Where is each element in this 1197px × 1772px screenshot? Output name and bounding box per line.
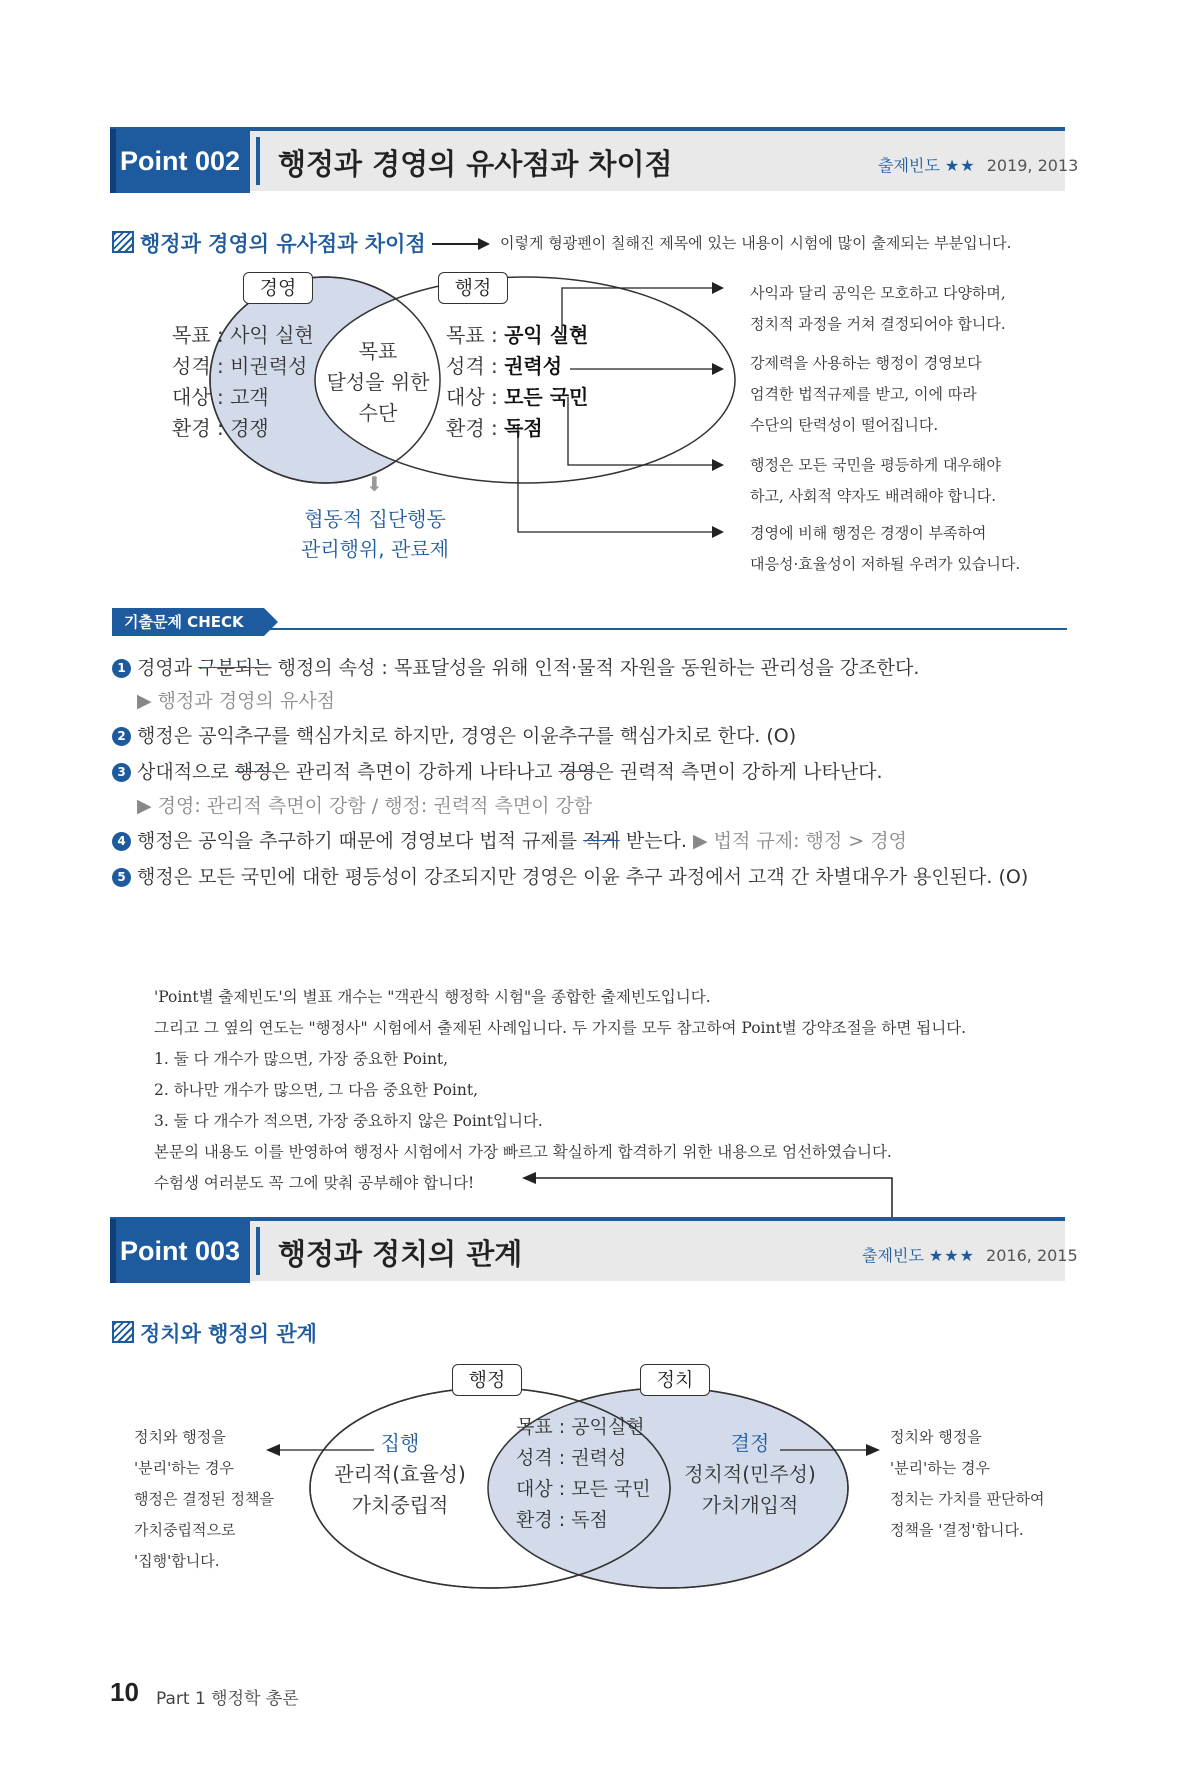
item-text: 은 관리적 측면이 강하게 나타나고 (271, 761, 559, 783)
item-number: 5 (112, 868, 131, 887)
business-line: 대상 : 고객 (172, 385, 269, 409)
right-note (890, 1422, 1044, 1546)
note-line: 행정은 결정된 정책을 (134, 1490, 274, 1508)
result-line: 협동적 집단행동 (304, 507, 446, 531)
venn-label-administration: 행정 (438, 272, 508, 304)
politics-side (680, 1428, 820, 1521)
venn-label-administration: 행정 (452, 1364, 522, 1396)
note-line: 정치적 과정을 거쳐 결정되어야 합니다. (750, 315, 1006, 333)
left-note (134, 1422, 274, 1577)
common-attributes-2 (516, 1412, 651, 1536)
attr-key: 목표 : (446, 323, 505, 347)
point-title: 행정과 정치의 관계 (278, 1237, 523, 1271)
item-text: 받는다. (619, 830, 687, 852)
common-line: 수단 (358, 401, 398, 425)
frequency-years: 2019, 2013 (986, 156, 1079, 175)
business-line: 성격 : 비권력성 (172, 354, 308, 378)
item-text: 경영과 (137, 657, 199, 679)
side-note (750, 278, 1006, 340)
check-item-explain: ▶ 법적 규제: 행정 > 경영 (693, 830, 907, 852)
check-item (112, 862, 1028, 889)
note-line: 정치는 가치를 판단하여 (890, 1490, 1045, 1508)
result-line: 관리행위, 관료제 (301, 537, 449, 561)
politics-line: 가치개입적 (701, 1493, 799, 1517)
frequency-label: 출제빈도 (878, 156, 940, 175)
struck-text: 구분되는 (198, 657, 272, 679)
business-attributes (172, 320, 314, 444)
struck-text: 행정 (234, 761, 272, 783)
point-title: 행정과 경영의 유사점과 차이점 (278, 147, 673, 181)
common-attributes (318, 336, 438, 429)
arrow-right-icon (432, 236, 492, 252)
attr-value: 독점 (504, 416, 543, 440)
check-tab: 기출문제 CHECK (112, 608, 264, 636)
attr-key: 대상 : (446, 385, 505, 409)
check-item (112, 721, 796, 748)
common-line: 대상 : 모든 국민 (516, 1478, 651, 1500)
frequency-label: 출제빈도 (862, 1246, 924, 1265)
common-line: 환경 : 독점 (516, 1509, 608, 1531)
note-line: 행정은 모든 국민을 평등하게 대우해야 (750, 456, 1001, 474)
item-text: 행정은 공익추구를 핵심가치로 하지만, 경영은 이윤추구를 핵심가치로 한다. (O) (137, 725, 797, 747)
side-note (750, 348, 982, 441)
note-line: 하고, 사회적 약자도 배려해야 합니다. (750, 487, 996, 505)
frequency-stars: ★★★ (928, 1246, 975, 1265)
item-number: 2 (112, 727, 131, 746)
check-item (112, 653, 919, 680)
note-line: 대응성·효율성이 저하될 우려가 있습니다. (750, 555, 1021, 573)
note-line: 사익과 달리 공익은 모호하고 다양하며, (750, 284, 1006, 302)
attr-value: 공익 실현 (504, 323, 589, 347)
footer-chapter: Part 1 행정학 총론 (156, 1689, 299, 1709)
note-line: 정치와 행정을 (890, 1428, 982, 1446)
explain-line: 그리고 그 옆의 연도는 "행정사" 시험에서 출제된 사례입니다. 두 가지를 모두 참고하여 Point별 강약조절을 하면 됩니다. (154, 1019, 967, 1037)
note-line: '분리'하는 경우 (890, 1459, 990, 1477)
heading-note: 이렇게 형광펜이 칠해진 제목에 있는 내용이 시험에 많이 출제되는 부분입니다. (500, 234, 1012, 252)
venn-label-politics: 정치 (640, 1364, 710, 1396)
attr-key: 환경 : (446, 416, 505, 440)
frequency (878, 153, 1078, 176)
hatch-icon (112, 231, 134, 253)
check-item-explain: ▶ 경영: 관리적 측면이 강함 / 행정: 권력적 측면이 강함 (137, 795, 593, 817)
header-divider (256, 1227, 260, 1275)
hatch-icon (112, 1321, 134, 1343)
note-line: 수단의 탄력성이 떨어집니다. (750, 416, 939, 434)
item-text: 행정은 모든 국민에 대한 평등성이 강조되지만 경영은 이윤 추구 과정에서 고객 간 차별대우가 용인된다. (O) (137, 866, 1029, 888)
item-text: 상대적으로 (137, 761, 235, 783)
attr-value: 권력성 (504, 354, 563, 378)
page-number: 10 (110, 1677, 139, 1707)
check-item (112, 826, 907, 853)
common-line: 성격 : 권력성 (516, 1447, 627, 1469)
politics-line: 정치적(민주성) (684, 1462, 816, 1486)
item-number: 1 (112, 659, 131, 678)
section-heading (112, 1318, 317, 1348)
header-divider (256, 137, 260, 185)
item-number: 3 (112, 763, 131, 782)
arrow-down-icon: ⬇ (366, 472, 383, 496)
item-text: 행정의 속성 : 목표달성을 위해 인적·물적 자원을 동원하는 관리성을 강조한다. (271, 657, 920, 679)
common-line: 목표 (358, 339, 398, 363)
section-heading (112, 228, 426, 258)
administration-side (330, 1428, 470, 1521)
check-item-explain: ▶ 행정과 경영의 유사점 (137, 690, 335, 712)
venn-label-business: 경영 (243, 272, 313, 304)
common-line: 달성을 위한 (326, 370, 430, 394)
note-line: '집행'합니다. (134, 1552, 220, 1570)
note-line: 경영에 비해 행정은 경쟁이 부족하여 (750, 524, 987, 542)
explain-line: 'Point별 출제빈도'의 별표 개수는 "객관식 행정학 시험"을 종합한 출제빈도입니다. (154, 988, 711, 1006)
struck-text: 경영 (558, 761, 596, 783)
attr-key: 성격 : (446, 354, 505, 378)
note-line: '분리'하는 경우 (134, 1459, 234, 1477)
execution-title: 집행 (380, 1431, 420, 1455)
struck-text: 적게 (583, 830, 620, 852)
note-line: 강제력을 사용하는 행정이 경영보다 (750, 354, 982, 372)
common-line: 목표 : 공익실현 (516, 1416, 645, 1438)
explain-line: 본문의 내용도 이를 반영하여 행정사 시험에서 가장 빠르고 확실하게 합격하기 위한 내용으로 엄선하였습니다. (154, 1143, 892, 1161)
explain-line: 2. 하나만 개수가 많으면, 그 다음 중요한 Point, (154, 1081, 479, 1099)
point-badge: Point 003 (110, 1219, 250, 1283)
explain-line: 3. 둘 다 개수가 적으면, 가장 중요하지 않은 Point입니다. (154, 1112, 543, 1130)
frequency-explanation (154, 982, 966, 1199)
note-line: 정치와 행정을 (134, 1428, 226, 1446)
common-result (290, 504, 460, 564)
administration-attributes (446, 320, 588, 444)
frequency (862, 1243, 1078, 1266)
item-number: 4 (112, 832, 131, 851)
explain-line: 수험생 여러분도 꼭 그에 맞춰 공부해야 합니다! (154, 1174, 475, 1192)
admin-line: 가치중립적 (351, 1493, 449, 1517)
business-line: 목표 : 사익 실현 (172, 323, 314, 347)
item-text: 은 권력적 측면이 강하게 나타난다. (595, 761, 883, 783)
admin-line: 관리적(효율성) (334, 1462, 466, 1486)
section-heading-text: 행정과 경영의 유사점과 차이점 (140, 232, 426, 256)
note-line: 엄격한 법적규제를 받고, 이에 따라 (750, 385, 977, 403)
item-text: 행정은 공익을 추구하기 때문에 경영보다 법적 규제를 (137, 830, 584, 852)
point-badge: Point 002 (110, 129, 250, 193)
note-line: 가치중립적으로 (134, 1521, 236, 1539)
frequency-stars: ★★ (944, 156, 976, 175)
check-item (112, 757, 883, 784)
attr-value: 모든 국민 (504, 385, 589, 409)
note-line: 정책을 '결정'합니다. (890, 1521, 1024, 1539)
side-note (750, 518, 1020, 580)
section-heading-text: 정치와 행정의 관계 (140, 1322, 317, 1346)
explain-line: 1. 둘 다 개수가 많으면, 가장 중요한 Point, (154, 1050, 449, 1068)
decision-title: 결정 (730, 1431, 770, 1455)
business-line: 환경 : 경쟁 (172, 416, 269, 440)
side-note (750, 450, 1001, 512)
frequency-years: 2016, 2015 (986, 1246, 1078, 1265)
